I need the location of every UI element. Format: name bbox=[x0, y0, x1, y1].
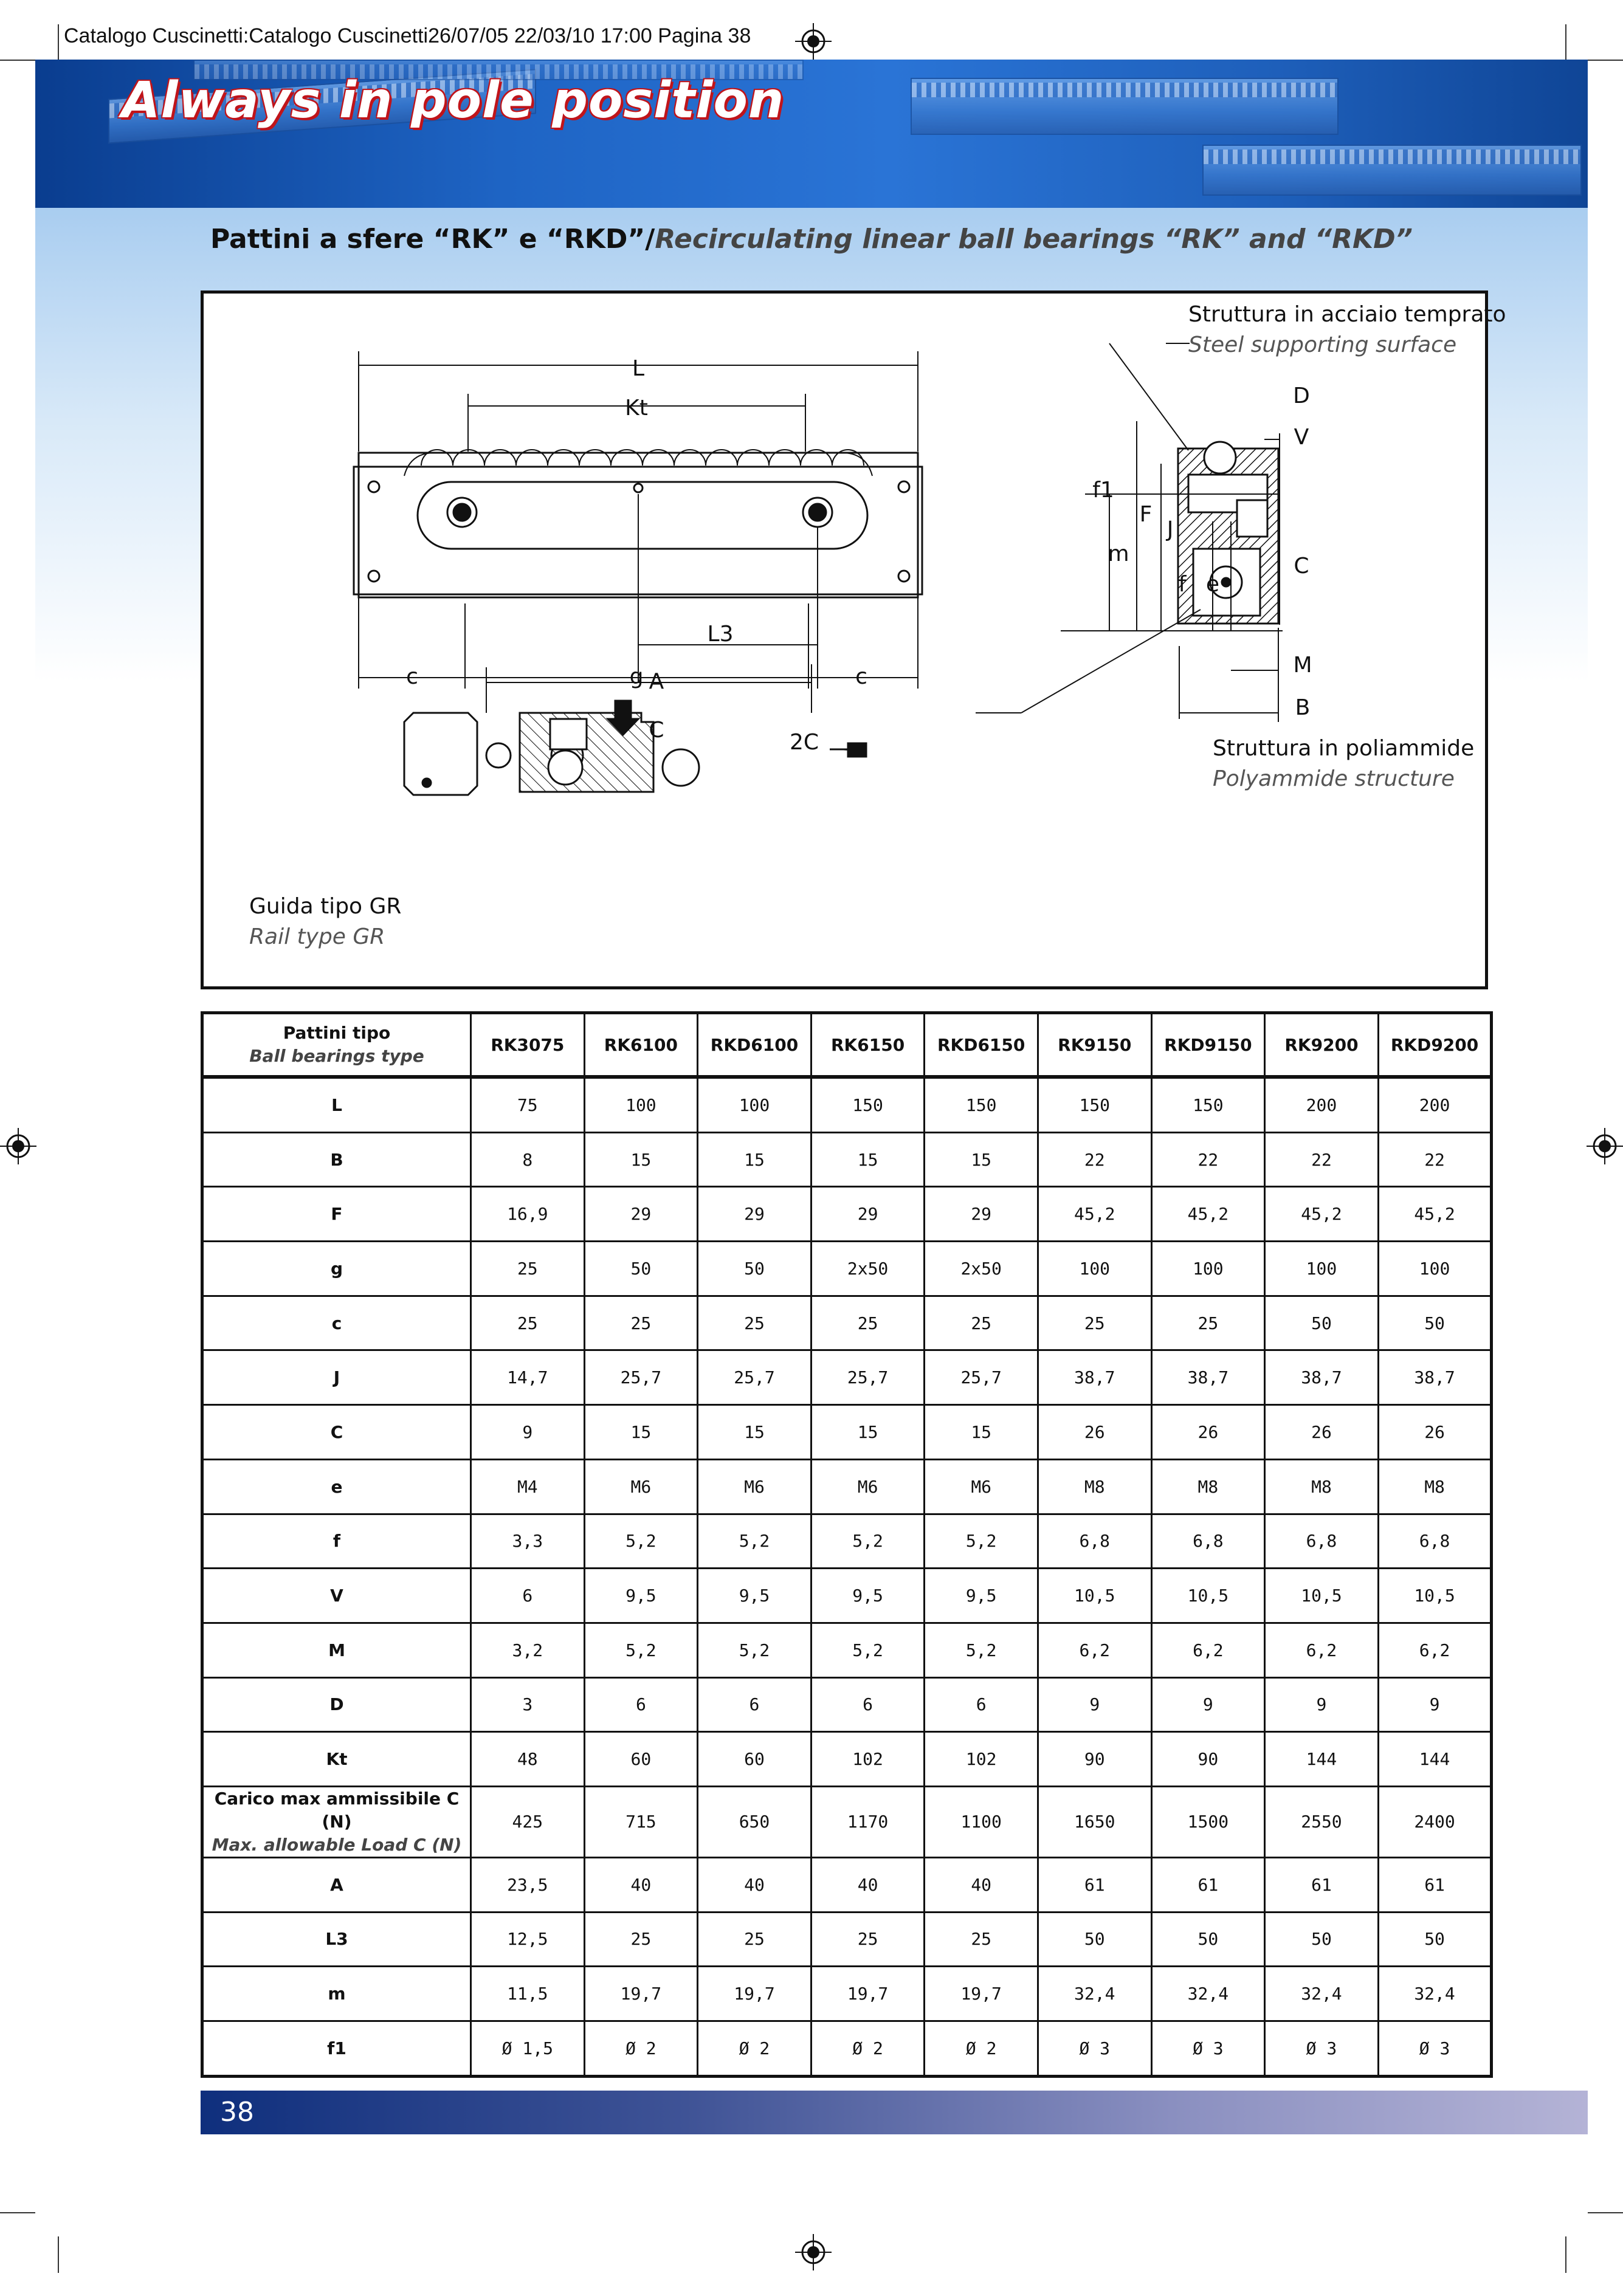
row-header bbox=[202, 1786, 471, 1857]
table-cell: 200 bbox=[1265, 1077, 1379, 1132]
print-slug: Catalogo Cuscinetti:Catalogo Cuscinetti26/07/05 22/03/10 17:00 Pagina 38 bbox=[64, 24, 751, 47]
table-cell: 150 bbox=[811, 1077, 925, 1132]
table-cell: 9 bbox=[1038, 1677, 1151, 1732]
table-cell: 15 bbox=[811, 1405, 925, 1460]
table-cell: 50 bbox=[698, 1242, 812, 1296]
table-cell: Ø 3 bbox=[1038, 2021, 1151, 2077]
table-cell: 29 bbox=[925, 1187, 1038, 1242]
table-cell: 26 bbox=[1265, 1405, 1379, 1460]
column-header: RK9200 bbox=[1265, 1013, 1379, 1078]
table-cell: 5,2 bbox=[698, 1514, 812, 1569]
table-row bbox=[202, 1077, 1492, 1132]
table-body bbox=[202, 1077, 1492, 2076]
table-cell: 19,7 bbox=[925, 1967, 1038, 2021]
table-cell: 5,2 bbox=[584, 1623, 698, 1677]
table-cell: 25 bbox=[811, 1912, 925, 1967]
note-polyamide-it: Struttura in poliammide bbox=[1213, 736, 1475, 761]
table-cell: 100 bbox=[1038, 1242, 1151, 1296]
table-cell: 15 bbox=[925, 1132, 1038, 1187]
table-cell: Ø 2 bbox=[925, 2021, 1038, 2077]
registration-mark-icon bbox=[0, 1128, 36, 1164]
table-cell: 25 bbox=[1151, 1296, 1265, 1350]
table-row bbox=[202, 1514, 1492, 1569]
table-cell: 32,4 bbox=[1265, 1967, 1379, 2021]
row-header: f bbox=[202, 1514, 471, 1569]
table-cell: 29 bbox=[584, 1187, 698, 1242]
table-cell: 25 bbox=[584, 1912, 698, 1967]
table-row bbox=[202, 1350, 1492, 1405]
table-cell: 6,8 bbox=[1378, 1514, 1492, 1569]
dim-label-B: B bbox=[1295, 695, 1311, 720]
note-rail bbox=[249, 892, 401, 952]
dim-label-A: A bbox=[649, 669, 664, 694]
table-cell: 25 bbox=[925, 1912, 1038, 1967]
row-header: c bbox=[202, 1296, 471, 1350]
table-cell: M4 bbox=[471, 1459, 585, 1514]
table-cell: 15 bbox=[584, 1132, 698, 1187]
dim-label-V: V bbox=[1294, 425, 1309, 450]
crop-mark bbox=[1588, 60, 1623, 61]
table-cell: 25,7 bbox=[584, 1350, 698, 1405]
dim-label-D: D bbox=[1293, 383, 1310, 408]
row-header: B bbox=[202, 1132, 471, 1187]
column-header: RK9150 bbox=[1038, 1013, 1151, 1078]
registration-mark-icon bbox=[795, 2234, 832, 2270]
table-cell: 50 bbox=[1378, 1912, 1492, 1967]
table-cell: 40 bbox=[925, 1857, 1038, 1912]
table-cell: 90 bbox=[1151, 1732, 1265, 1787]
crop-mark bbox=[58, 2236, 59, 2273]
row-header: D bbox=[202, 1677, 471, 1732]
table-cell: Ø 2 bbox=[811, 2021, 925, 2077]
table-cell: 6,2 bbox=[1265, 1623, 1379, 1677]
table-cell: 19,7 bbox=[698, 1967, 812, 2021]
table-cell: 45,2 bbox=[1378, 1187, 1492, 1242]
table-cell: 26 bbox=[1378, 1405, 1492, 1460]
table-cell: M8 bbox=[1378, 1459, 1492, 1514]
dim-label-M: M bbox=[1293, 653, 1312, 678]
table-row bbox=[202, 1967, 1492, 2021]
table-cell: 32,4 bbox=[1038, 1967, 1151, 2021]
table-cell: 102 bbox=[811, 1732, 925, 1787]
dim-label-f: f bbox=[1178, 572, 1187, 597]
row-header: m bbox=[202, 1967, 471, 2021]
column-header: RKD9200 bbox=[1378, 1013, 1492, 1078]
table-cell: 6,2 bbox=[1151, 1623, 1265, 1677]
table-cell: 6 bbox=[471, 1569, 585, 1623]
row-header: L bbox=[202, 1077, 471, 1132]
table-cell: 32,4 bbox=[1151, 1967, 1265, 2021]
table-row bbox=[202, 1405, 1492, 1460]
table-cell: 48 bbox=[471, 1732, 585, 1787]
table-cell: 15 bbox=[584, 1405, 698, 1460]
dim-label-Kt: Kt bbox=[625, 396, 648, 421]
row-header: F bbox=[202, 1187, 471, 1242]
dim-label-g: g bbox=[629, 664, 644, 689]
crop-mark bbox=[1565, 2236, 1566, 2273]
load-label-C: C bbox=[649, 718, 664, 743]
table-cell: 6 bbox=[698, 1677, 812, 1732]
table-cell: 40 bbox=[584, 1857, 698, 1912]
table-cell: 6,2 bbox=[1378, 1623, 1492, 1677]
table-cell: 38,7 bbox=[1151, 1350, 1265, 1405]
dim-label-e: e bbox=[1205, 572, 1220, 597]
dim-label-c: c bbox=[406, 664, 418, 689]
table-cell: 40 bbox=[698, 1857, 812, 1912]
table-cell: 100 bbox=[584, 1077, 698, 1132]
table-cell: Ø 2 bbox=[698, 2021, 812, 2077]
table-cell: 6,2 bbox=[1038, 1623, 1151, 1677]
table-row bbox=[202, 1912, 1492, 1967]
table-cell: 425 bbox=[471, 1786, 585, 1857]
table-cell: 1650 bbox=[1038, 1786, 1151, 1857]
row-header-it: Carico max ammissibile C (N) bbox=[214, 1788, 460, 1832]
table-row bbox=[202, 1296, 1492, 1350]
table-cell: 144 bbox=[1378, 1732, 1492, 1787]
load-label-2C: 2C bbox=[789, 730, 819, 755]
page-title bbox=[0, 224, 1623, 255]
table-cell: 1500 bbox=[1151, 1786, 1265, 1857]
table-cell: 3 bbox=[471, 1677, 585, 1732]
table-cell: 15 bbox=[698, 1405, 812, 1460]
table-cell: M6 bbox=[698, 1459, 812, 1514]
table-cell: 10,5 bbox=[1038, 1569, 1151, 1623]
table-cell: 150 bbox=[925, 1077, 1038, 1132]
technical-drawing-svg bbox=[204, 294, 1485, 986]
table-cell: 2400 bbox=[1378, 1786, 1492, 1857]
bearing-slot bbox=[418, 482, 867, 549]
table-cell: 75 bbox=[471, 1077, 585, 1132]
table-cell: 1100 bbox=[925, 1786, 1038, 1857]
table-cell: 9,5 bbox=[698, 1569, 812, 1623]
table-cell: 10,5 bbox=[1151, 1569, 1265, 1623]
table-cell: 6,8 bbox=[1151, 1514, 1265, 1569]
table-cell: 60 bbox=[698, 1732, 812, 1787]
dim-label-L3: L3 bbox=[707, 622, 734, 647]
table-cell: 9 bbox=[1151, 1677, 1265, 1732]
table-cell: 38,7 bbox=[1378, 1350, 1492, 1405]
table-cell: 26 bbox=[1038, 1405, 1151, 1460]
banner-rail-image bbox=[1202, 145, 1582, 196]
table-cell: 25,7 bbox=[698, 1350, 812, 1405]
table-cell: 1170 bbox=[811, 1786, 925, 1857]
table-header-row bbox=[202, 1013, 1492, 1078]
table-cell: 60 bbox=[584, 1732, 698, 1787]
column-header: RKD9150 bbox=[1151, 1013, 1265, 1078]
table-row bbox=[202, 1623, 1492, 1677]
table-cell: 25 bbox=[811, 1296, 925, 1350]
table-cell: 50 bbox=[1265, 1296, 1379, 1350]
table-cell: 32,4 bbox=[1378, 1967, 1492, 2021]
table-cell: 6,8 bbox=[1265, 1514, 1379, 1569]
dim-label-f1: f1 bbox=[1092, 478, 1114, 503]
banner-rail-image bbox=[911, 78, 1339, 135]
table-cell: 12,5 bbox=[471, 1912, 585, 1967]
table-cell: 15 bbox=[698, 1132, 812, 1187]
table-cell: 5,2 bbox=[811, 1514, 925, 1569]
table-cell: 6 bbox=[811, 1677, 925, 1732]
column-header: RK6100 bbox=[584, 1013, 698, 1078]
row-header-en: Max. allowable Load C (N) bbox=[212, 1834, 462, 1855]
table-cell: 5,2 bbox=[584, 1514, 698, 1569]
table-cell: 50 bbox=[1038, 1912, 1151, 1967]
note-steel-it: Struttura in acciaio temprato bbox=[1188, 302, 1506, 327]
row-header: V bbox=[202, 1569, 471, 1623]
table-cell: 50 bbox=[584, 1242, 698, 1296]
table-cell: 2x50 bbox=[925, 1242, 1038, 1296]
table-cell: M8 bbox=[1151, 1459, 1265, 1514]
table-cell: 100 bbox=[1151, 1242, 1265, 1296]
table-cell: Ø 3 bbox=[1265, 2021, 1379, 2077]
table-cell: 715 bbox=[584, 1786, 698, 1857]
table-cell: 50 bbox=[1265, 1912, 1379, 1967]
rail-profile bbox=[404, 713, 477, 795]
table-row bbox=[202, 1569, 1492, 1623]
table-row bbox=[202, 2021, 1492, 2077]
table-cell: 10,5 bbox=[1378, 1569, 1492, 1623]
row-header: J bbox=[202, 1350, 471, 1405]
table-cell: 5,2 bbox=[698, 1623, 812, 1677]
row-header: L3 bbox=[202, 1912, 471, 1967]
table-cell: 100 bbox=[698, 1077, 812, 1132]
table-row bbox=[202, 1786, 1492, 1857]
table-cell: M6 bbox=[811, 1459, 925, 1514]
table-cell: 25 bbox=[471, 1296, 585, 1350]
table-cell: 19,7 bbox=[584, 1967, 698, 2021]
table-cell: 14,7 bbox=[471, 1350, 585, 1405]
crop-mark bbox=[1588, 2212, 1623, 2213]
table-cell: 26 bbox=[1151, 1405, 1265, 1460]
table-cell: 45,2 bbox=[1151, 1187, 1265, 1242]
table-row bbox=[202, 1187, 1492, 1242]
row-header: f1 bbox=[202, 2021, 471, 2077]
table-cell: 9,5 bbox=[584, 1569, 698, 1623]
table-cell: 25 bbox=[698, 1912, 812, 1967]
table-cell: 5,2 bbox=[925, 1514, 1038, 1569]
table-cell: 15 bbox=[811, 1132, 925, 1187]
table-cell: 8 bbox=[471, 1132, 585, 1187]
crop-mark bbox=[0, 60, 35, 61]
table-cell: 25 bbox=[925, 1296, 1038, 1350]
table-cell: 38,7 bbox=[1265, 1350, 1379, 1405]
note-polyamide-en: Polyammide structure bbox=[1213, 766, 1455, 791]
table-cell: 22 bbox=[1151, 1132, 1265, 1187]
table-cell: M8 bbox=[1265, 1459, 1379, 1514]
row-header: M bbox=[202, 1623, 471, 1677]
table-cell: 6,8 bbox=[1038, 1514, 1151, 1569]
table-cell: 15 bbox=[925, 1405, 1038, 1460]
table-cell: 3,2 bbox=[471, 1623, 585, 1677]
table-cell: 3,3 bbox=[471, 1514, 585, 1569]
table-cell: 150 bbox=[1038, 1077, 1151, 1132]
banner-slogan: Always in pole position bbox=[122, 72, 785, 129]
technical-drawing bbox=[201, 290, 1506, 989]
table-cell: 19,7 bbox=[811, 1967, 925, 2021]
table-row bbox=[202, 1242, 1492, 1296]
table-cell: 144 bbox=[1265, 1732, 1379, 1787]
table-cell: 6 bbox=[584, 1677, 698, 1732]
table-cell: 40 bbox=[811, 1857, 925, 1912]
table-cell: 9,5 bbox=[925, 1569, 1038, 1623]
table-cell: 25 bbox=[584, 1296, 698, 1350]
table-cell: 9 bbox=[1265, 1677, 1379, 1732]
note-steel-en: Steel supporting surface bbox=[1188, 332, 1457, 357]
table-cell: 6 bbox=[925, 1677, 1038, 1732]
table-cell: 5,2 bbox=[811, 1623, 925, 1677]
row-header: Kt bbox=[202, 1732, 471, 1787]
table-cell: 22 bbox=[1038, 1132, 1151, 1187]
page-title-it: Pattini a sfere “RK” e “RKD”/ bbox=[210, 224, 655, 255]
table-cell: 61 bbox=[1265, 1857, 1379, 1912]
column-header: RK3075 bbox=[471, 1013, 585, 1078]
table-cell: Ø 3 bbox=[1378, 2021, 1492, 2077]
table-row bbox=[202, 1732, 1492, 1787]
table-cell: 25 bbox=[698, 1296, 812, 1350]
crop-mark bbox=[1565, 24, 1566, 61]
table-cell: 100 bbox=[1265, 1242, 1379, 1296]
table-cell: 38,7 bbox=[1038, 1350, 1151, 1405]
table-cell: M6 bbox=[584, 1459, 698, 1514]
table-cell: 61 bbox=[1151, 1857, 1265, 1912]
table-cell: 150 bbox=[1151, 1077, 1265, 1132]
table-cell: 2550 bbox=[1265, 1786, 1379, 1857]
dim-label-J: J bbox=[1166, 517, 1174, 542]
dim-label-c: c bbox=[855, 664, 867, 689]
header-label bbox=[202, 1013, 471, 1078]
table-cell: 200 bbox=[1378, 1077, 1492, 1132]
dim-label-m: m bbox=[1108, 541, 1129, 566]
row-header: e bbox=[202, 1459, 471, 1514]
arrow-left-icon bbox=[830, 743, 866, 757]
dim-label-F: F bbox=[1139, 502, 1153, 527]
table-cell: 650 bbox=[698, 1786, 812, 1857]
table-row bbox=[202, 1132, 1492, 1187]
table-row bbox=[202, 1677, 1492, 1732]
table-cell: 25,7 bbox=[811, 1350, 925, 1405]
table-cell: 9 bbox=[471, 1405, 585, 1460]
table-cell: 11,5 bbox=[471, 1967, 585, 2021]
registration-mark-icon bbox=[1587, 1128, 1623, 1164]
dim-label-L: L bbox=[632, 356, 645, 381]
page-number: 38 bbox=[220, 2097, 254, 2128]
table-cell: 22 bbox=[1378, 1132, 1492, 1187]
registration-mark-icon bbox=[795, 23, 832, 60]
table-cell: M6 bbox=[925, 1459, 1038, 1514]
table-cell: Ø 2 bbox=[584, 2021, 698, 2077]
column-header: RK6150 bbox=[811, 1013, 925, 1078]
row-header: C bbox=[202, 1405, 471, 1460]
table-cell: 100 bbox=[1378, 1242, 1492, 1296]
table-row bbox=[202, 1459, 1492, 1514]
table-cell: M8 bbox=[1038, 1459, 1151, 1514]
spec-table bbox=[201, 1011, 1493, 2078]
table-cell: 25 bbox=[1038, 1296, 1151, 1350]
table-cell: Ø 3 bbox=[1151, 2021, 1265, 2077]
crop-mark bbox=[58, 24, 59, 61]
note-polyamide bbox=[1213, 734, 1474, 794]
footer-bar bbox=[201, 2091, 1588, 2134]
table-cell: 22 bbox=[1265, 1132, 1379, 1187]
header-label-en: Ball bearings type bbox=[249, 1046, 424, 1066]
table-cell: 61 bbox=[1378, 1857, 1492, 1912]
table-cell: 2x50 bbox=[811, 1242, 925, 1296]
table-cell: 90 bbox=[1038, 1732, 1151, 1787]
page-title-en: Recirculating linear ball bearings “RK” and “RKD” bbox=[655, 224, 1413, 255]
note-rail-en: Rail type GR bbox=[249, 924, 385, 949]
table-cell: 9 bbox=[1378, 1677, 1492, 1732]
table-cell: 9,5 bbox=[811, 1569, 925, 1623]
table-cell: 5,2 bbox=[925, 1623, 1038, 1677]
table-cell: 25 bbox=[471, 1242, 585, 1296]
table-cell: 29 bbox=[698, 1187, 812, 1242]
crop-mark bbox=[0, 2212, 35, 2213]
table-row bbox=[202, 1857, 1492, 1912]
table-cell: 25,7 bbox=[925, 1350, 1038, 1405]
table-cell: 23,5 bbox=[471, 1857, 585, 1912]
header-label-it: Pattini tipo bbox=[283, 1023, 391, 1043]
table-cell: 10,5 bbox=[1265, 1569, 1379, 1623]
table-cell: 50 bbox=[1378, 1296, 1492, 1350]
table-cell: Ø 1,5 bbox=[471, 2021, 585, 2077]
table-cell: 29 bbox=[811, 1187, 925, 1242]
table-cell: 45,2 bbox=[1265, 1187, 1379, 1242]
dim-label-C: C bbox=[1294, 554, 1309, 579]
column-header: RKD6100 bbox=[698, 1013, 812, 1078]
table-cell: 50 bbox=[1151, 1912, 1265, 1967]
row-header: A bbox=[202, 1857, 471, 1912]
column-header: RKD6150 bbox=[925, 1013, 1038, 1078]
row-header: g bbox=[202, 1242, 471, 1296]
note-steel bbox=[1188, 300, 1506, 360]
table-cell: 102 bbox=[925, 1732, 1038, 1787]
table-cell: 16,9 bbox=[471, 1187, 585, 1242]
note-rail-it: Guida tipo GR bbox=[249, 894, 402, 919]
table-cell: 45,2 bbox=[1038, 1187, 1151, 1242]
table-cell: 61 bbox=[1038, 1857, 1151, 1912]
